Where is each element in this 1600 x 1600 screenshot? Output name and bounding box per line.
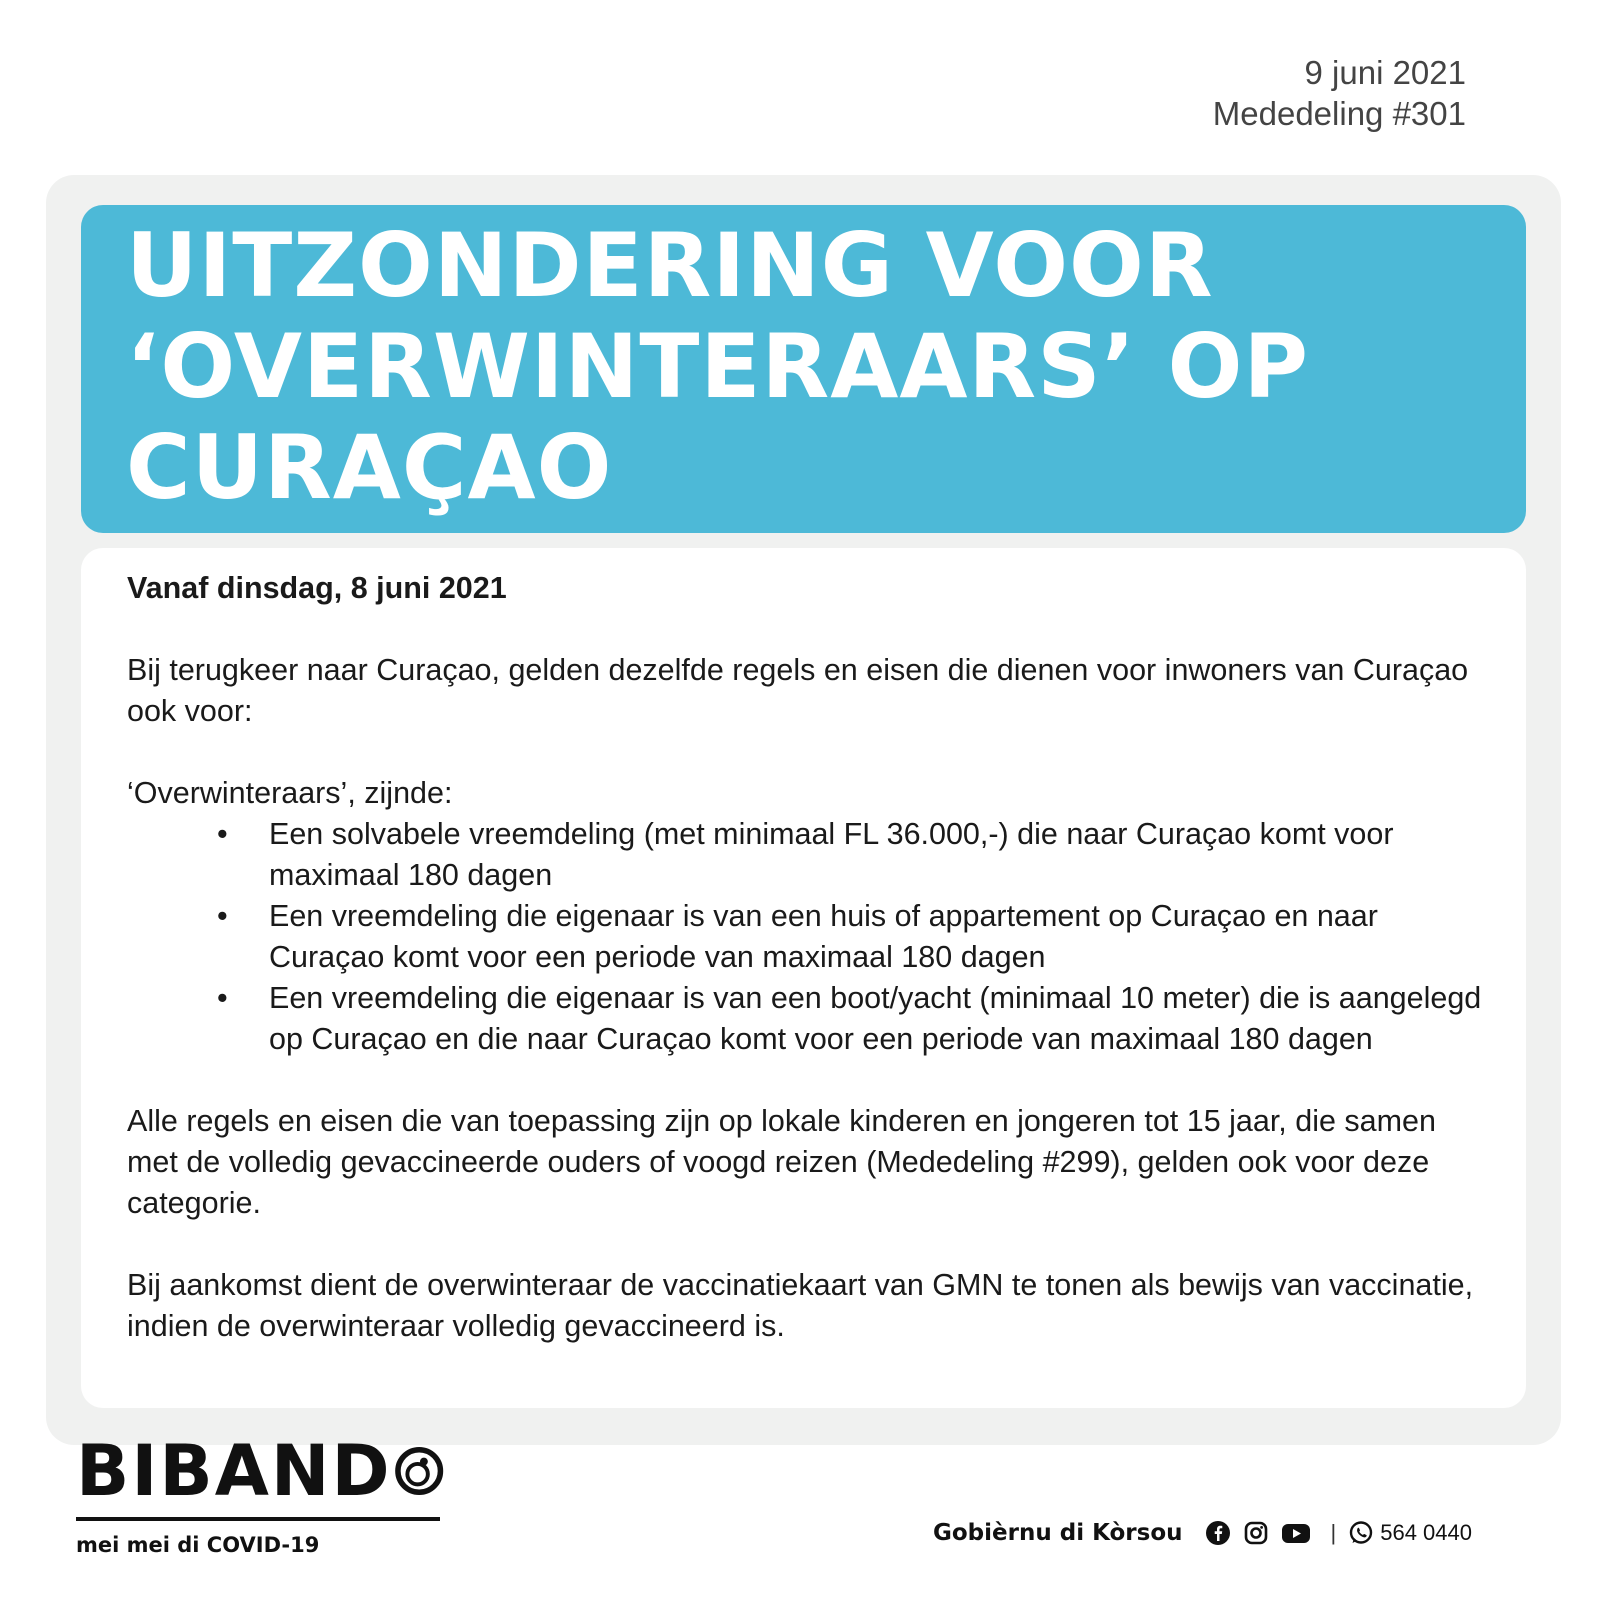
title-line-2: ‘OVERWINTERAARS’ OP <box>126 315 1309 418</box>
announcement-body <box>81 548 1526 1408</box>
overwinteraars-list <box>127 814 1486 1060</box>
announcement-date: 9 juni 2021 <box>1304 54 1466 91</box>
logo-tagline: mei mei di COVID-19 <box>76 1533 320 1557</box>
facebook-icon[interactable] <box>1205 1520 1231 1546</box>
logo-wordmark: BIBAND <box>76 1430 392 1512</box>
announcement-card <box>46 175 1561 1445</box>
youtube-icon[interactable] <box>1281 1520 1311 1546</box>
bibando-logo <box>76 1430 444 1557</box>
phone-number: 564 0440 <box>1380 1520 1472 1545</box>
title-line-1: UITZONDERING VOOR <box>126 214 1214 317</box>
government-name: Gobièrnu di Kòrsou <box>933 1520 1183 1546</box>
list-heading: ‘Overwinteraars’, zijnde: <box>127 776 453 810</box>
logo-divider <box>76 1517 440 1521</box>
footer-contact <box>933 1517 1472 1549</box>
announcement-meta <box>1213 52 1466 134</box>
rules-paragraph: Alle regels en eisen die van toepassing zijn op lokale kinderen en jongeren tot 15 jaar, die samen met de volledig gevaccineerde ouders of voogd reizen (Mededeling #299), gelden ook voor deze categorie. <box>127 1104 1436 1220</box>
intro-paragraph: Bij terugkeer naar Curaçao, gelden dezelfde regels en eisen die dienen voor inwoners van Curaçao ook voor: <box>127 653 1469 728</box>
list-item: • Een solvabele vreemdeling (met minimaal FL 36.000,-) die naar Curaçao komt voor maximaal 180 dagen <box>269 814 1486 896</box>
arrival-paragraph: Bij aankomst dient de overwinteraar de vaccinatiekaart van GMN te tonen als bewijs van vaccinatie, indien de overwinteraar volledig gevaccineerd is. <box>127 1268 1474 1343</box>
list-item: • Een vreemdeling die eigenaar is van een huis of appartement op Curaçao en naar Curaçao komt voor een periode van maximaal 180 dagen <box>269 896 1486 978</box>
footer-separator: | <box>1330 1520 1337 1545</box>
instagram-icon[interactable] <box>1243 1520 1269 1546</box>
title-banner <box>81 205 1526 533</box>
list-item: • Een vreemdeling die eigenaar is van een boot/yacht (minimaal 10 meter) die is aangelegd op Curaçao en die naar Curaçao komt voor een periode van maximaal 180 dagen <box>269 978 1486 1060</box>
announcement-number: Mededeling #301 <box>1212 95 1466 132</box>
effective-date: Vanaf dinsdag, 8 juni 2021 <box>127 571 507 605</box>
whatsapp-icon[interactable] <box>1348 1520 1374 1546</box>
title-line-3: CURAÇAO <box>126 416 613 519</box>
logo-o-emblem-icon <box>394 1439 444 1503</box>
